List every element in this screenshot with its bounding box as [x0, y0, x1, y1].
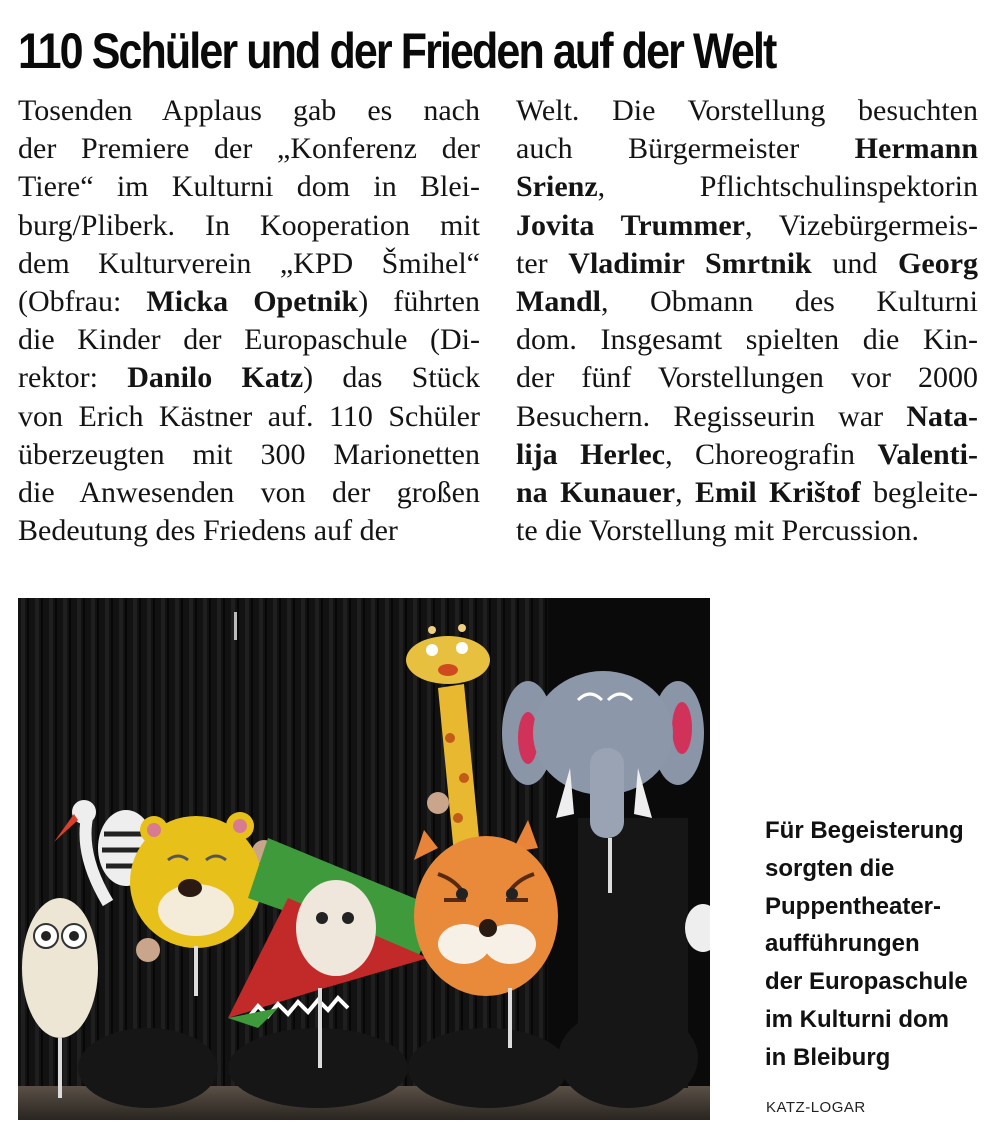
text-line: [516, 245, 978, 283]
person-name: Danilo Katz: [127, 361, 304, 395]
person-name: Hermann: [854, 132, 978, 166]
text-line: [516, 474, 978, 512]
text-line: Tiere“ im Kulturni dom in Blei-: [18, 170, 480, 204]
text-line: [516, 130, 978, 168]
caption-line: Puppentheater-: [765, 892, 942, 920]
text-run: , Vizebürgermeis-: [744, 208, 978, 242]
text-line: dom. Insgesamt spielten die Kin-: [516, 323, 978, 357]
text-line: die Anwesenden von der großen: [18, 476, 480, 510]
text-line: [516, 436, 978, 474]
text-run: (Obfrau:: [18, 285, 147, 319]
person-name: Nata-: [906, 399, 978, 433]
caption-line: der Europaschule: [765, 968, 968, 996]
text-run: rektor:: [18, 361, 128, 395]
person-name: Valenti-: [877, 437, 978, 471]
text-run: , Obmann des Kulturni: [601, 285, 978, 319]
caption-line: Für Begeisterung: [765, 817, 964, 844]
text-line: Bedeutung des Friedens auf der: [18, 514, 398, 548]
text-line: dem Kulturverein „KPD Šmihel“: [18, 246, 480, 280]
text-run: und: [811, 246, 899, 280]
text-line: Welt. Die Vorstellung besuchten: [516, 94, 978, 127]
text-run: , Choreografin: [665, 437, 878, 471]
text-run: auch Bürgermeister: [516, 132, 855, 166]
text-run: begleite-: [860, 476, 979, 510]
text-line: [18, 359, 480, 397]
article-column-right: [516, 92, 978, 550]
text-line: Tosenden Applaus gab es nach: [18, 94, 480, 127]
person-name: Jovita Trummer: [516, 208, 745, 242]
text-line: te die Vorstellung mit Percussion.: [516, 514, 920, 548]
sheep-puppet: [296, 880, 376, 976]
text-run: ) führten: [358, 285, 480, 319]
text-line: [516, 207, 978, 245]
caption-line: in Bleiburg: [765, 1043, 891, 1071]
headline: 110 Schüler und der Frieden auf der Welt: [18, 23, 776, 79]
text-run: Besuchern. Regisseurin war: [516, 399, 907, 433]
caption-line: sorgten die: [765, 854, 895, 882]
text-run: ,: [675, 476, 695, 510]
person-name: Vladimir Smrtnik: [568, 246, 812, 280]
puppet-theater-illustration: [18, 598, 710, 1120]
person-name: Georg: [898, 246, 979, 280]
text-line: [516, 398, 978, 436]
text-line: überzeugten mit 300 Marionetten: [18, 437, 480, 471]
article-column-left: [18, 92, 480, 550]
text-line: die Kinder der Europaschule (Di-: [18, 323, 480, 357]
text-line: burg/Pliberk. In Kooperation mit: [18, 208, 480, 242]
caption-line: aufführungen: [765, 930, 920, 958]
person-name: Srienz: [516, 170, 598, 204]
text-line: [516, 283, 978, 321]
person-name: Mandl: [516, 285, 602, 319]
text-line: [18, 283, 480, 321]
person-name: Emil Krištof: [694, 476, 861, 510]
text-line: von Erich Kästner auf. 110 Schüler: [18, 399, 480, 433]
person-name: lija Herlec: [516, 437, 666, 471]
text-line: [516, 168, 978, 206]
text-line: der fünf Vorstellungen vor 2000: [516, 361, 978, 395]
text-run: , Pflichtschulinspektorin: [597, 170, 978, 204]
person-name: Micka Opetnik: [146, 285, 359, 319]
caption-line: im Kulturni dom: [765, 1005, 949, 1033]
stage-photo: [18, 598, 710, 1120]
photo-credit: KATZ-LOGAR: [766, 1099, 866, 1116]
text-run: ) das Stück: [303, 361, 480, 395]
text-run: ter: [516, 246, 569, 280]
person-name: na Kunauer: [516, 476, 676, 510]
text-line: der Premiere der „Konferenz der: [18, 132, 480, 166]
photo-caption: [765, 812, 985, 1077]
